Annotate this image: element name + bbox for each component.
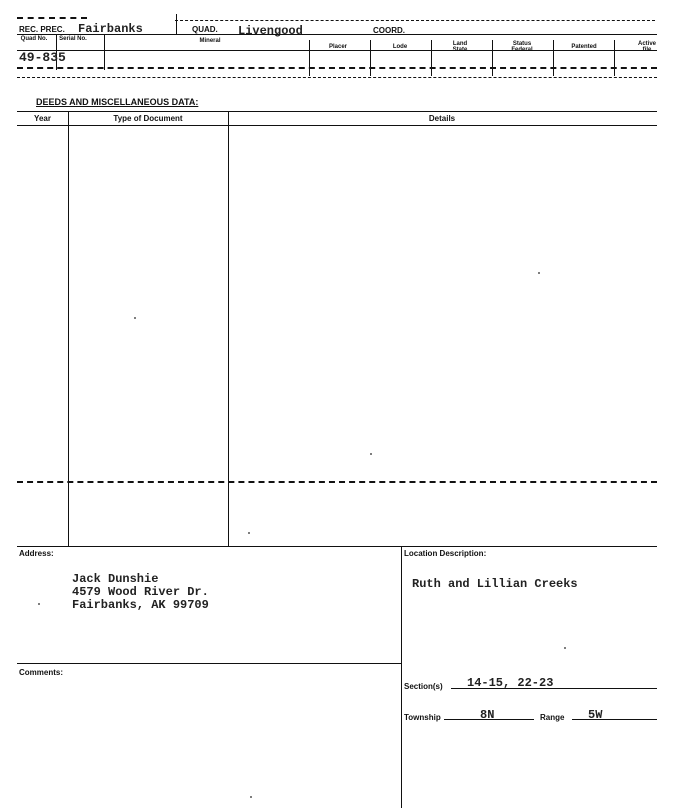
comments-label: Comments: [19,668,64,677]
address-line-city: Fairbanks, AK 99709 [72,598,209,612]
scan-speck [370,453,372,455]
quad-no-header: Quad No. [20,36,48,42]
deeds-details-header: Details [428,114,456,123]
deeds-section-title: DEEDS AND MISCELLANEOUS DATA: [36,97,199,107]
scan-speck [134,317,136,319]
address-block [72,573,209,612]
land-state-header: Land State [452,41,468,53]
scan-speck [538,272,540,274]
mineral-header: Mineral [199,38,221,44]
col-sep-status [492,40,493,76]
top-dash-line [17,17,87,19]
scan-speck [250,796,252,798]
address-line-street: 4579 Wood River Dr. [72,585,209,599]
col-sep-active [614,40,615,76]
sections-label: Section(s) [404,682,443,691]
deeds-type-header: Type of Document [113,114,183,123]
placer-header: Placer [328,44,347,50]
header-rule-2 [17,50,657,51]
col-sep-land [431,40,432,76]
sections-value: 14-15, 22-23 [467,676,554,690]
record-bottom-rule [17,67,657,69]
active-file-header: Active file [637,41,656,53]
coord-label: COORD. [373,26,405,35]
col-sep-mineral [104,34,105,70]
quad-label: QUAD. [192,25,218,34]
address-line-name: Jack Dunshie [72,572,159,586]
col-sep-placer [309,40,310,76]
location-label: Location Description: [404,549,487,558]
address-location-divider [401,546,402,808]
range-value: 5W [588,708,603,722]
deeds-top-rule [17,111,657,112]
header-rule [17,34,657,35]
rec-prec-value: Fairbanks [78,22,143,36]
range-underline [572,719,657,720]
patented-header: Patented [571,44,597,50]
quad-value: Livengood [238,24,303,38]
col-sep-patented [553,40,554,76]
comments-top-rule [17,663,401,664]
location-value: Ruth and Lillian Creeks [412,577,578,591]
serial-no-header: Serial No. [59,36,87,42]
lode-header: Lode [392,44,408,50]
top-dash-line-2 [175,20,655,21]
deeds-year-header: Year [34,114,51,123]
township-value: 8N [480,708,495,722]
scan-speck [564,647,566,649]
col-sep-lode [370,40,371,76]
scan-speck [248,532,250,534]
record-bottom-rule-2 [17,77,657,78]
range-label: Range [540,713,565,722]
rec-prec-label: REC. PREC. [19,25,65,34]
scan-speck [38,603,40,605]
status-federal-header: Status Federal [511,41,533,53]
township-label: Township [404,713,441,722]
deeds-header-rule [17,125,657,126]
col-sep-quad [176,14,177,34]
deeds-dash-rule [17,481,657,483]
address-label: Address: [19,549,54,558]
quad-no-value: 49-835 [19,50,66,65]
deeds-bottom-rule [17,546,657,547]
